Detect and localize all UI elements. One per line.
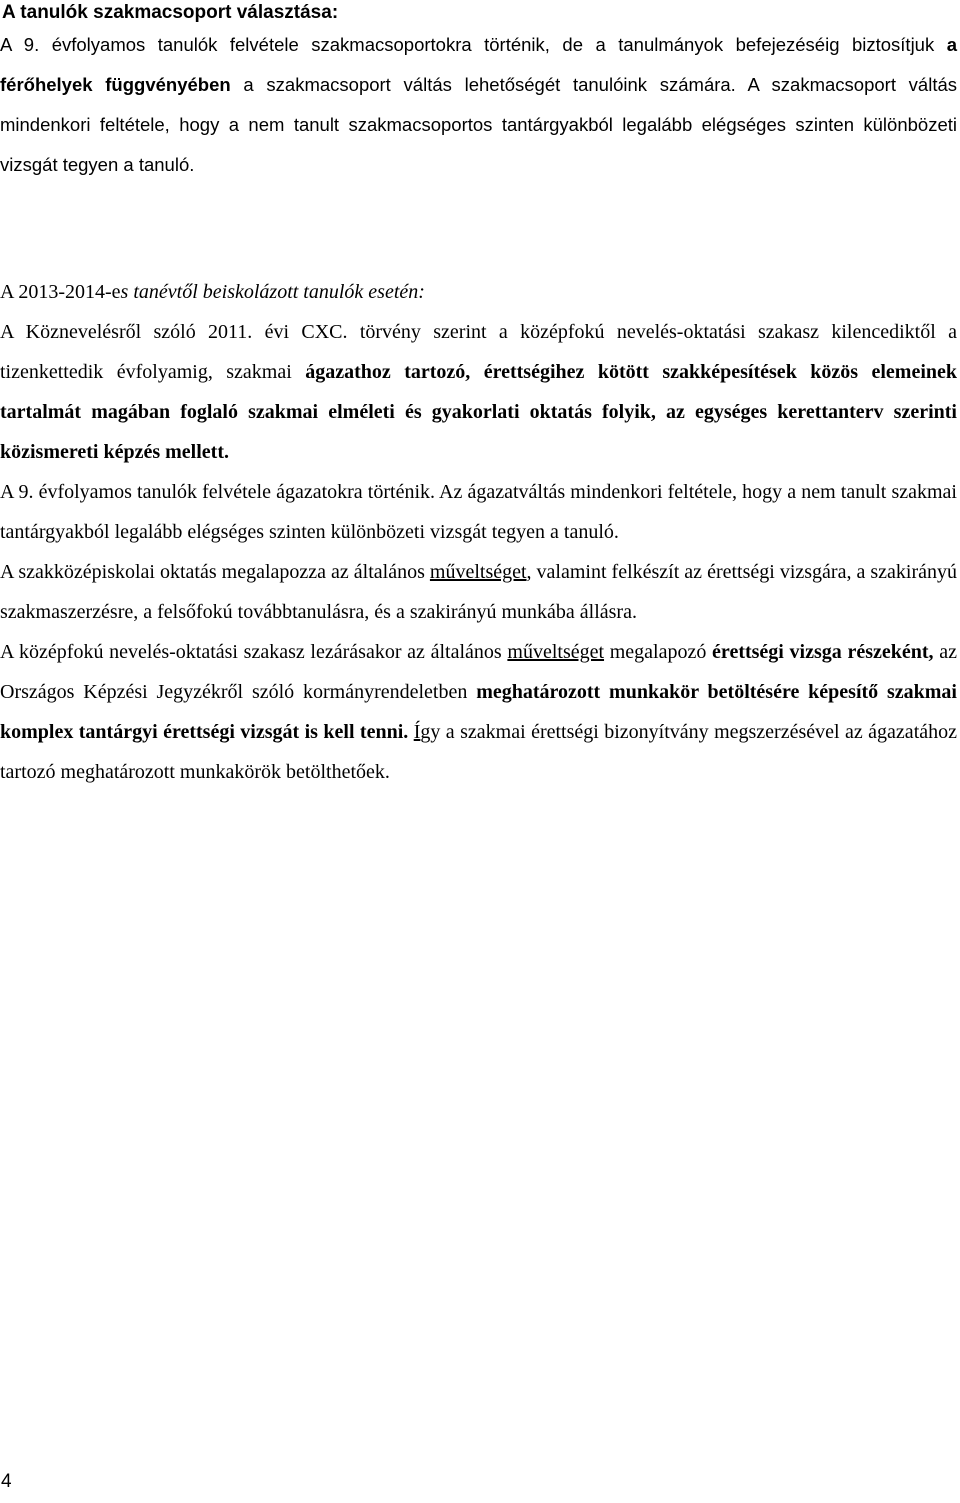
paragraph-erettsegi-vizsga [0, 632, 957, 792]
bold-text: érettségi vizsga részeként, [712, 641, 934, 663]
paragraph-text: a szakmacsoport váltás lehetőségét tanulóink számára. A szakmacsoport váltás mindenkori feltétele, hogy a nem tanult szakmacsoportos tantárgyakból legalább elégséges szinten különbözeti vizsgát tegyen a tanuló. [0, 74, 958, 175]
underlined-text: Í [413, 721, 421, 743]
section-heading: A tanulók szakmacsoport választása: [2, 2, 339, 23]
paragraph-text: , valamint felkészít az érettségi vizsgára, a szakirányú szakmaszerzésre, a felsőfokú továbbtanulásra, és a szakirányú munkába állásra. [0, 561, 957, 623]
bold-text: a férőhelyek függvényében [0, 34, 957, 95]
paragraph-text: az Országos Képzési Jegyzékről szóló kormányrendeletben [0, 641, 957, 703]
paragraph-szakkozepiskolai-oktatas [0, 552, 957, 632]
paragraph-text: megalapozó [604, 641, 713, 663]
page-number: 4 [1, 1471, 12, 1492]
paragraph-szakmacsoport [0, 25, 957, 185]
underlined-text: műveltséget [429, 561, 527, 583]
underlined-text: műveltséget [507, 641, 605, 663]
paragraph-text: A 9. évfolyamos tanulók felvétele szakmacsoportokra történik, de a tanulmányok befejezéséig biztosítjuk [0, 34, 947, 55]
paragraph-text: A középfokú nevelés-oktatási szakasz lezárásakor az általános [0, 641, 508, 663]
paragraph-agazatvaltas: A 9. évfolyamos tanulók felvétele ágazatokra történik. Az ágazatváltás mindenkori feltétele, hogy a nem tanult szakmai tantárgyakból legalább elégséges szinten különbözeti vizsgát tegyen a tanuló. [0, 481, 957, 543]
bold-text: ágazathoz tartozó, érettségihez kötött szakképesítések közös elemeinek tartalmát magában foglaló szakmai elméleti és gyakorlati oktatás folyik, az egységes kerettanterv szerinti közismereti képzés mellett. [0, 361, 957, 463]
paragraph-koznevelesi-torveny [0, 312, 957, 472]
paragraph-text: A Köznevelésről szóló 2011. évi CXC. törvény szerint a középfokú nevelés-oktatási szakasz kilencediktől a tizenkettedik évfolyamig, szakmai [0, 321, 957, 383]
bold-text: meghatározott munkakör betöltésére képesítő szakmai komplex tantárgyi érettségi vizsgát is kell tenni. [0, 681, 957, 743]
subheading-italic: s tanévtől beiskolázott tanulók esetén: [120, 281, 425, 303]
paragraph-text: A szakközépiskolai oktatás megalapozza az általános [0, 561, 430, 583]
subheading-prefix: A 2013-2014-e [0, 281, 121, 303]
paragraph-text: gy a szakmai érettségi bizonyítvány megszerzésével az ágazatához tartozó meghatározott munkakörök betölthetőek. [0, 721, 957, 783]
subheading-2013-2014 [0, 272, 425, 312]
